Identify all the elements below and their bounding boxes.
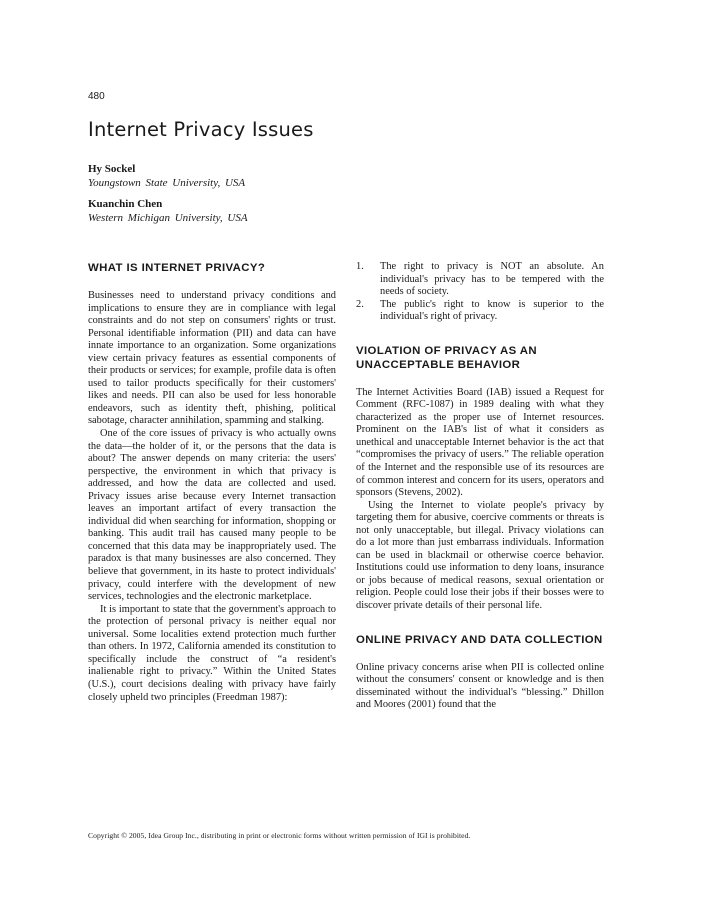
list-item	[356, 261, 604, 299]
list-number: 2.	[356, 298, 364, 310]
body-paragraph: It is important to state that the government's approach to the protection of personal privacy is neither equal nor universal. Some localities extend protection much further than others. In 1972, California amended its constitution to specifically include the construct of “a resident's inalienable right to privacy.” Within the United States (U.S.), court decisions dealing with privacy have fairly closely upheld two principles (Freedman 1987):	[88, 603, 336, 703]
section-heading: WHAT IS INTERNET PRIVACY?	[88, 262, 266, 274]
copyright-footer: Copyright © 2005, Idea Group Inc., distributing in print or electronic forms without written permission of IGI is prohibited.	[88, 831, 471, 840]
author-affiliation: Western Michigan University, USA	[88, 211, 248, 224]
section-heading: VIOLATION OF PRIVACY AS AN UNACCEPTABLE BEHAVIOR	[356, 344, 538, 371]
author-affiliation: Youngstown State University, USA	[88, 176, 246, 189]
author-name: Hy Sockel	[88, 163, 136, 175]
list-number: 1.	[356, 261, 364, 272]
page-title: Internet Privacy Issues	[88, 118, 314, 141]
list-text: The public's right to know is superior to the individual's right of privacy.	[380, 298, 604, 323]
list-item	[356, 299, 604, 324]
author-block	[88, 163, 248, 190]
body-paragraph: The Internet Activities Board (IAB) issued a Request for Comment (RFC-1087) in 1989 dealing with what they characterized as the proper use of Internet resources. Prominent on the IAB's list of what it considers as unethical and unacceptable Internet behavior is the act that “compromises the privacy of users.” The reliable operation of the Internet and the responsible use of its resources are of common interest and concern for its users, operators and sponsors (Stevens, 2002).	[356, 386, 604, 499]
principles-list	[356, 261, 604, 324]
author-name: Kuanchin Chen	[88, 198, 163, 210]
list-text: The right to privacy is NOT an absolute. An individual's privacy has to be tempered with the needs of society.	[380, 261, 604, 298]
page-number: 480	[88, 91, 105, 102]
body-paragraph: One of the core issues of privacy is who actually owns the data—the holder of it, or the persons that the data is about? The answer depends on many criteria: the users' perspective, the environment in which that privacy is addressed, and how the data are collected and used. Privacy issues arise because every Internet transaction leaves an important artifact of every transaction the individual did when searching for information, shopping or banking. This audit trail has caused many people to be concerned that this data may be inappropriately used. The paradox is that many businesses are also concerned. They believe that government, in its haste to protect individuals' privacy, could interfere with the development of new services, technologies and the electronic marketplace.	[88, 428, 336, 603]
body-paragraph: Businesses need to understand privacy conditions and implications to ensure they are in compliance with legal constraints and do not step on consumers' rights or trust. Personal identifiable information (PII) and data can have innate importance to an organization. Some organizations view certain privacy features as essential components of their products or services; for example, profile data is often used to tailor products specifically for their customers' likes and needs. PII can also be used for less honorable endeavors, such as identity theft, phishing, political sabotage, character annihilation, spamming and stalking.	[88, 290, 336, 427]
right-column	[356, 261, 604, 712]
author-list	[88, 163, 248, 225]
author-block	[88, 198, 248, 225]
left-column	[88, 261, 336, 704]
section-heading: ONLINE PRIVACY AND DATA COLLECTION	[356, 633, 603, 646]
body-paragraph: Using the Internet to violate people's privacy by targeting them for abusive, coercive comments or threats is not only unacceptable, but illegal. Privacy violations can do a lot more than just embarrass individuals. Information can be used in blackmail or otherwise coerce behavior. Institutions could use information to deny loans, insurance or jobs because of medical reasons, sexual orientation or religion. People could lose their jobs if their bosses were to discover private details of their personal life.	[356, 499, 604, 612]
body-paragraph: Online privacy concerns arise when PII is collected online without the consumers' consent or knowledge and is then disseminated without the individual's “blessing.” Dhillon and Moores (2001) found that the	[356, 661, 604, 711]
